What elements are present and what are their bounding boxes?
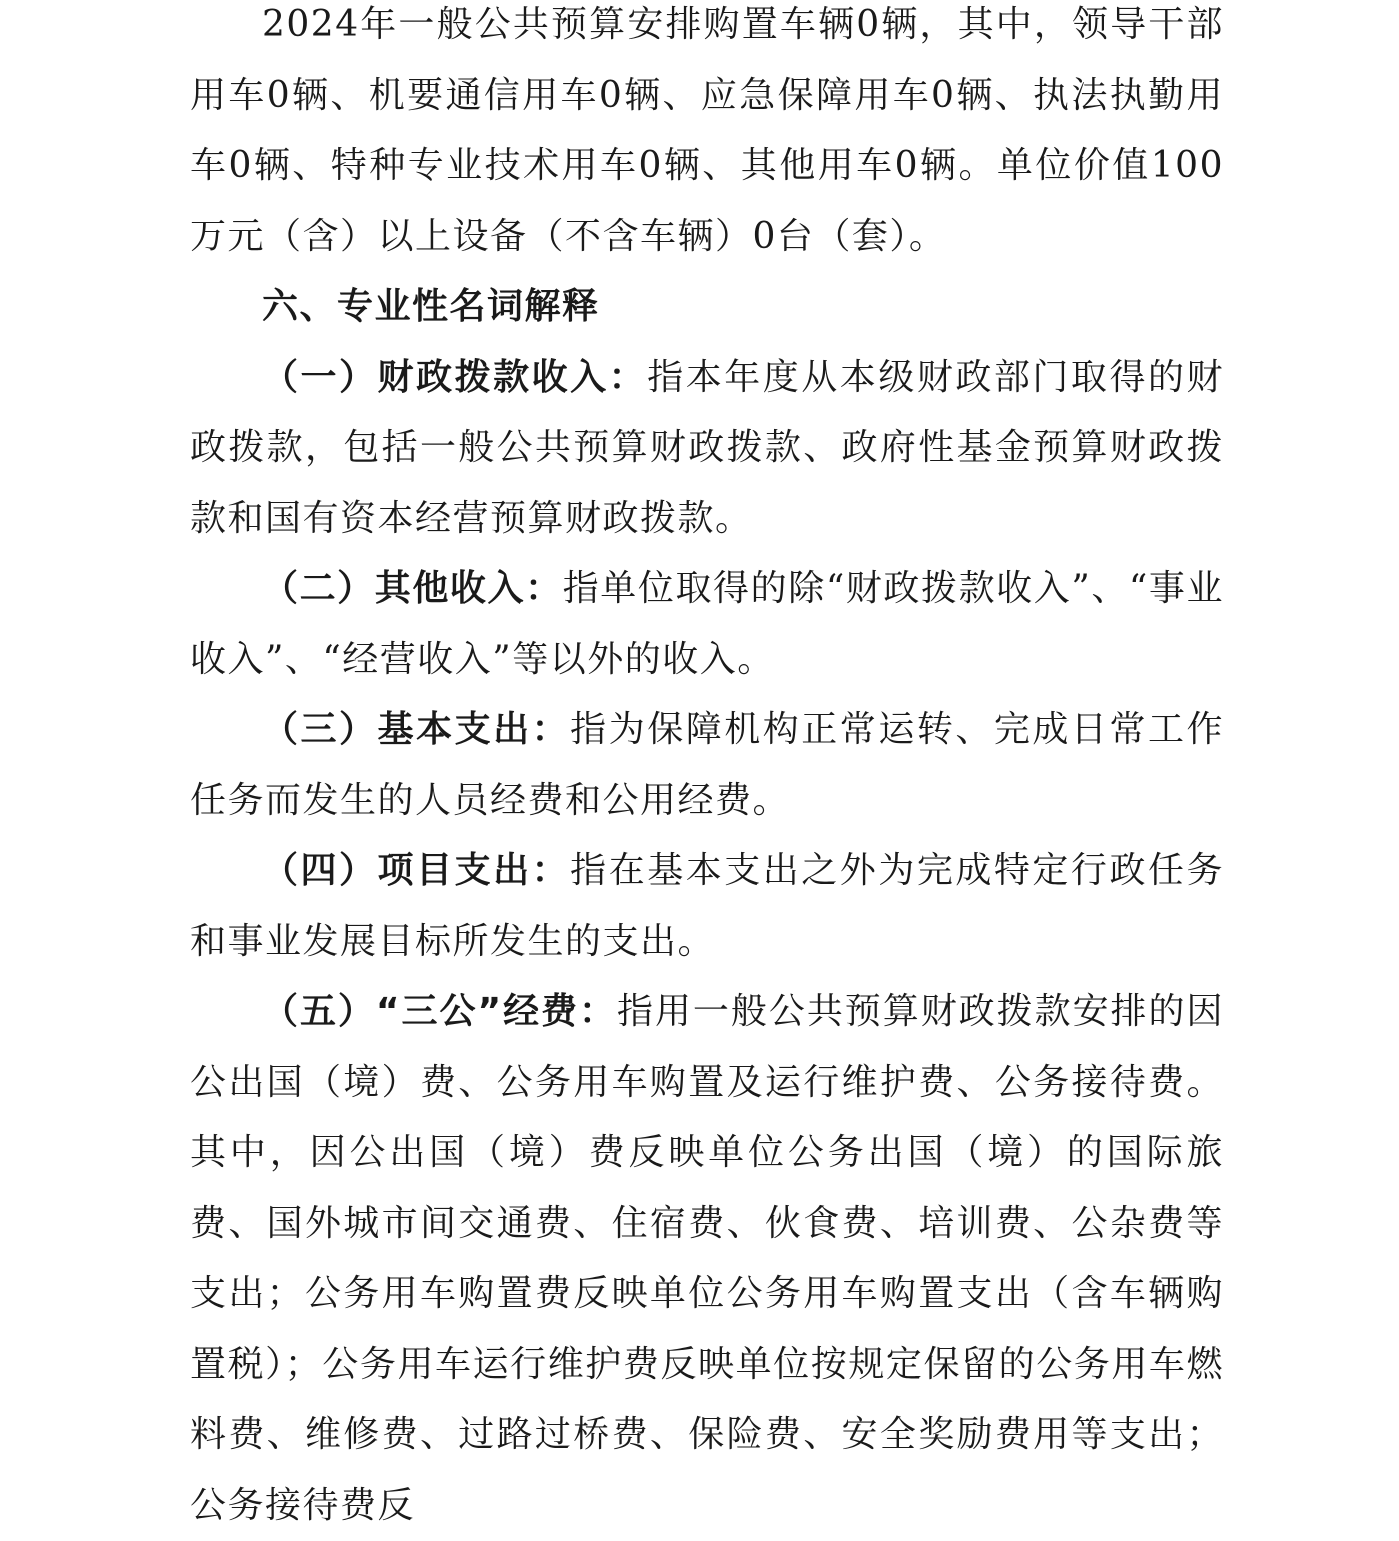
definition-term-4: （四）项目支出： bbox=[262, 850, 571, 891]
document-page bbox=[190, 0, 1224, 1541]
vehicle-purchase-paragraph: 2024年一般公共预算安排购置车辆0辆，其中，领导干部用车0辆、机要通信用车0辆、应急保障用车0辆、执法执勤用车0辆、特种专业技术用车0辆、其他用车0辆。单位价值100万元（含）以上设备（不含车辆）0台（套）。 bbox=[190, 4, 1224, 257]
definition-paragraph-2 bbox=[190, 554, 1224, 695]
definition-term-5: （五）“三公”经费： bbox=[262, 991, 617, 1032]
definition-term-2: （二）其他收入： bbox=[262, 568, 563, 609]
definition-paragraph-5 bbox=[190, 977, 1224, 1541]
definition-paragraph-3 bbox=[190, 695, 1224, 836]
definition-text-3: 指为保障机构正常运转、完成日常工作任务而发生的人员经费和公用经费。 bbox=[190, 709, 1224, 821]
definition-term-1: （一）财政拨款收入： bbox=[262, 356, 648, 398]
definition-paragraph-4 bbox=[190, 836, 1224, 977]
definition-paragraph-1 bbox=[190, 343, 1224, 555]
section-heading: 六、专业性名词解释 bbox=[262, 286, 600, 327]
definition-term-3: （三）基本支出： bbox=[262, 709, 571, 750]
definition-text-2: 指单位取得的除“财政拨款收入”、“事业收入”、“经营收入”等以外的收入。 bbox=[190, 568, 1224, 680]
definition-text-4: 指在基本支出之外为完成特定行政任务和事业发展目标所发生的支出。 bbox=[190, 850, 1224, 962]
definition-text-1: 指本年度从本级财政部门取得的财政拨款，包括一般公共预算财政拨款、政府性基金预算财政拨款和国有资本经营预算财政拨款。 bbox=[190, 356, 1224, 539]
definition-text-5: 指用一般公共预算财政拨款安排的因公出国（境）费、公务用车购置及运行维护费、公务接待费。其中，因公出国（境）费反映单位公务出国（境）的国际旅费、国外城市间交通费、住宿费、伙食费、培训费、公杂费等支出；公务用车购置费反映单位公务用车购置支出（含车辆购置税）；公务用车运行维护费反映单位按规定保留的公务用车燃料费、维修费、过路过桥费、保险费、安全奖励费用等支出；公务接待费反 bbox=[190, 991, 1224, 1526]
